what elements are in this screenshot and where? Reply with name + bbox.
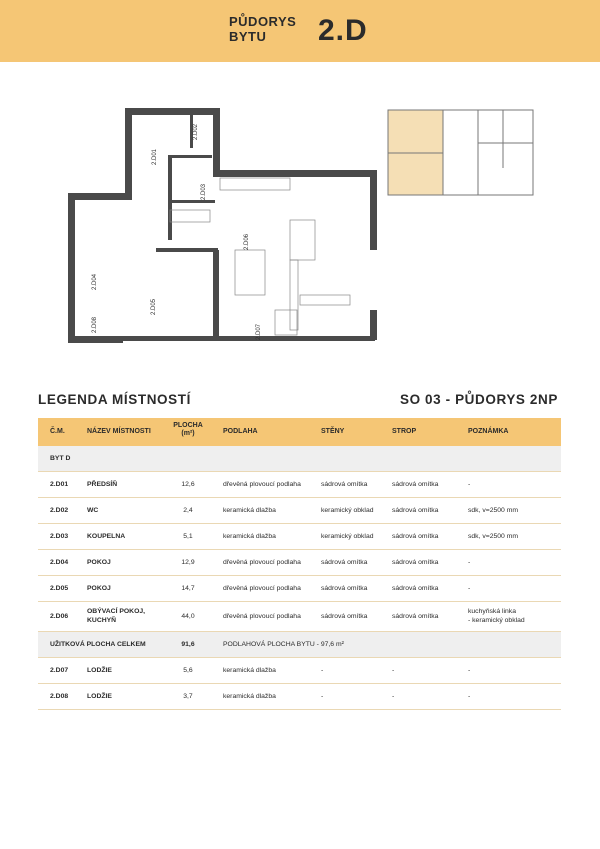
header-walls: STĚNY	[321, 428, 345, 435]
cell-ceiling: -	[392, 693, 395, 700]
cell-walls: sádrová omítka	[321, 613, 368, 620]
cell-cm: 2.D01	[50, 481, 69, 488]
table-row	[38, 576, 561, 602]
cell-note: -	[468, 559, 471, 566]
cell-name: POKOJ	[87, 559, 111, 566]
cell-cm: 2.D02	[50, 507, 69, 514]
room-label-2d01: 2.D01	[152, 148, 158, 165]
group-label: BYT D	[50, 455, 71, 462]
floor-plan	[60, 100, 390, 355]
total-row	[38, 632, 561, 658]
cell-area: 3,7	[183, 693, 193, 700]
key-plan	[383, 98, 543, 208]
apartment-code: 2.D	[318, 14, 368, 47]
total-area: 91,6	[181, 641, 195, 648]
room-label-2d03: 2.D03	[201, 183, 207, 200]
table-header	[38, 418, 561, 446]
cell-walls: keramický obklad	[321, 533, 374, 540]
table-row	[38, 684, 561, 710]
header-area-line2: (m²)	[181, 430, 195, 437]
cell-note: -	[468, 693, 471, 700]
table-row	[38, 498, 561, 524]
room-legend-table	[38, 418, 561, 710]
cell-walls: sádrová omítka	[321, 559, 368, 566]
cell-walls: -	[321, 693, 324, 700]
total-note: PODLAHOVÁ PLOCHA BYTU - 97,6 m²	[223, 641, 344, 648]
cell-note: -	[468, 667, 471, 674]
cell-cm: 2.D06	[50, 613, 69, 620]
cell-cm: 2.D05	[50, 585, 69, 592]
cell-name: PŘEDSÍŇ	[87, 481, 118, 488]
cell-area: 14,7	[181, 585, 195, 592]
cell-walls: sádrová omítka	[321, 585, 368, 592]
cell-floor: dřevěná plovoucí podlaha	[223, 585, 301, 592]
room-label-2d04: 2.D04	[92, 273, 98, 290]
cell-area: 5,1	[183, 533, 193, 540]
cell-floor: keramická dlažba	[223, 693, 276, 700]
cell-area: 12,9	[181, 559, 195, 566]
cell-name: KOUPELNA	[87, 533, 126, 540]
total-label: UŽITKOVÁ PLOCHA CELKEM	[50, 641, 146, 648]
cell-ceiling: sádrová omítka	[392, 559, 439, 566]
cell-area: 2,4	[183, 507, 193, 514]
table-row	[38, 524, 561, 550]
cell-name: POKOJ	[87, 585, 111, 592]
table-row	[38, 602, 561, 632]
cell-name: LODŽIE	[87, 667, 112, 674]
cell-name	[87, 608, 145, 625]
table-row	[38, 472, 561, 498]
cell-walls: keramický obklad	[321, 507, 374, 514]
table-row	[38, 658, 561, 684]
cell-note-line1: kuchyňská linka	[468, 608, 516, 615]
cell-ceiling: -	[392, 667, 395, 674]
header-name: NÁZEV MÍSTNOSTI	[87, 428, 151, 435]
cell-area: 44,0	[181, 613, 195, 620]
cell-note: -	[468, 481, 471, 488]
header-subtitle-line2: BYTU	[229, 29, 267, 44]
header-ceiling: STROP	[392, 428, 417, 435]
cell-walls: -	[321, 667, 324, 674]
cell-note: -	[468, 585, 471, 592]
cell-floor: dřevěná plovoucí podlaha	[223, 559, 301, 566]
cell-name-line2: KUCHYŇ	[87, 616, 117, 624]
cell-name: LODŽIE	[87, 693, 112, 700]
header-cm: Č.M.	[50, 428, 65, 435]
header-subtitle-line1: PŮDORYS	[229, 14, 297, 29]
room-label-2d05: 2.D05	[151, 298, 157, 315]
cell-ceiling: sádrová omítka	[392, 507, 439, 514]
cell-cm: 2.D07	[50, 667, 69, 674]
header-subtitle	[229, 14, 296, 44]
header-floor: PODLAHA	[223, 428, 258, 435]
cell-name-line1: OBÝVACÍ POKOJ,	[87, 608, 146, 615]
cell-ceiling: sádrová omítka	[392, 585, 439, 592]
header-note: POZNÁMKA	[468, 428, 509, 435]
floor-plan-reference: SO 03 - PŮDORYS 2NP	[400, 392, 558, 407]
legend-title: LEGENDA MÍSTNOSTÍ	[38, 392, 191, 407]
cell-name: WC	[87, 507, 99, 514]
table-row	[38, 550, 561, 576]
page-header	[0, 0, 600, 62]
cell-floor: dřevěná plovoucí podlaha	[223, 613, 301, 620]
cell-area: 5,6	[183, 667, 193, 674]
cell-floor: keramická dlažba	[223, 533, 276, 540]
room-label-2d07: 2.D07	[256, 323, 262, 340]
cell-note: sdk, v=2500 mm	[468, 507, 519, 514]
cell-walls: sádrová omítka	[321, 481, 368, 488]
cell-note: sdk, v=2500 mm	[468, 533, 519, 540]
room-label-2d02: 2.D02	[193, 123, 199, 140]
header-area	[173, 422, 203, 438]
cell-cm: 2.D03	[50, 533, 69, 540]
cell-cm: 2.D04	[50, 559, 69, 566]
cell-ceiling: sádrová omítka	[392, 533, 439, 540]
cell-area: 12,6	[181, 481, 195, 488]
cell-note	[468, 608, 525, 625]
cell-ceiling: sádrová omítka	[392, 613, 439, 620]
header-area-line1: PLOCHA	[173, 422, 203, 429]
cell-floor: dřevěná plovoucí podlaha	[223, 481, 301, 488]
room-label-2d08: 2.D08	[92, 316, 98, 333]
cell-cm: 2.D08	[50, 693, 69, 700]
cell-floor: keramická dlažba	[223, 507, 276, 514]
room-label-2d06: 2.D06	[244, 233, 250, 250]
cell-floor: keramická dlažba	[223, 667, 276, 674]
cell-note-line2: - keramický obklad	[468, 616, 525, 624]
cell-ceiling: sádrová omítka	[392, 481, 439, 488]
group-row	[38, 446, 561, 472]
